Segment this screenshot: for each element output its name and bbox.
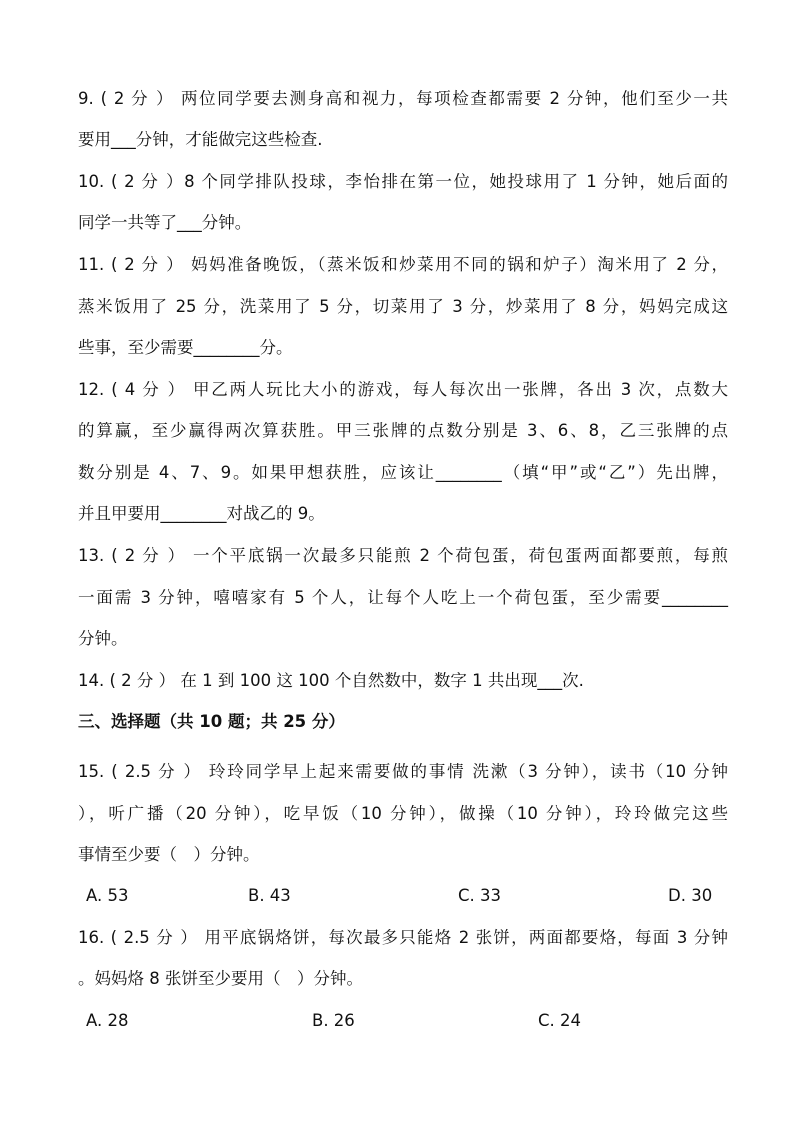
q15-option-a: A. 53 xyxy=(86,886,129,905)
q9-line-2: 要用___分钟，才能做完这些检查. xyxy=(78,130,323,149)
q16-option-a: A. 28 xyxy=(86,1011,129,1030)
q16-line-1: 16. ( 2.5 分 ） 用平底锅烙饼，每次最多只能烙 2 张饼，两面都要烙，每面 3 分钟 xyxy=(78,928,728,947)
q9-line-1: 9. ( 2 分 ） 两位同学要去测身高和视力，每项检查都需要 2 分钟，他们至少一共 xyxy=(78,89,728,108)
q12-line-1: 12. ( 4 分 ） 甲乙两人玩比大小的游戏，每人每次出一张牌，各出 3 次，点数大 xyxy=(78,380,728,399)
section-heading: 三、选择题（共 10 题；共 25 分） xyxy=(78,712,345,731)
q16-line-2: 。妈妈烙 8 张饼至少要用（ ）分钟。 xyxy=(78,969,363,988)
q11-line-3: 些事，至少需要________分。 xyxy=(78,338,293,357)
q13-line-2: 一面需 3 分钟，嘻嘻家有 5 个人，让每个人吃上一个荷包蛋，至少需要________ xyxy=(78,588,728,607)
q15-option-c: C. 33 xyxy=(458,886,502,905)
q12-line-2: 的算赢，至少赢得两次算获胜。甲三张牌的点数分别是 3、6、8，乙三张牌的点 xyxy=(78,421,728,440)
q13-line-1: 13. ( 2 分 ） 一个平底锅一次最多只能煎 2 个荷包蛋，荷包蛋两面都要煎，每煎 xyxy=(78,546,728,565)
q10-line-2: 同学一共等了___分钟。 xyxy=(78,213,252,232)
q11-line-2: 蒸米饭用了 25 分，洗菜用了 5 分，切菜用了 3 分，炒菜用了 8 分，妈妈完成这 xyxy=(78,297,728,316)
q11-line-1: 11. ( 2 分 ） 妈妈准备晚饭，（蒸米饭和炒菜用不同的锅和炉子）淘米用了 2 分， xyxy=(78,255,728,274)
q15-option-b: B. 43 xyxy=(248,886,291,905)
q15-line-2: ），听广播（20 分钟），吃早饭（10 分钟），做操（10 分钟），玲玲做完这些 xyxy=(78,804,728,823)
q15-line-3: 事情至少要（ ）分钟。 xyxy=(78,845,260,864)
q16-option-c: C. 24 xyxy=(538,1011,582,1030)
q14-line-1: 14. ( 2 分 ） 在 1 到 100 这 100 个自然数中，数字 1 共出现___次. xyxy=(78,671,584,690)
q10-line-1: 10. ( 2 分 ）8 个同学排队投球，李怡排在第一位，她投球用了 1 分钟，她后面的 xyxy=(78,172,728,191)
q16-option-b: B. 26 xyxy=(312,1011,355,1030)
q13-line-3: 分钟。 xyxy=(78,629,128,648)
q15-option-d: D. 30 xyxy=(668,886,713,905)
q12-line-4: 并且甲要用________对战乙的 9。 xyxy=(78,504,325,523)
q15-line-1: 15. ( 2.5 分 ） 玲玲同学早上起来需要做的事情 洗漱（3 分钟），读书（10 分钟 xyxy=(78,762,728,781)
q12-line-3: 数分别是 4、7、9。如果甲想获胜，应该让________（填“甲”或“乙”）先出牌， xyxy=(78,463,728,482)
